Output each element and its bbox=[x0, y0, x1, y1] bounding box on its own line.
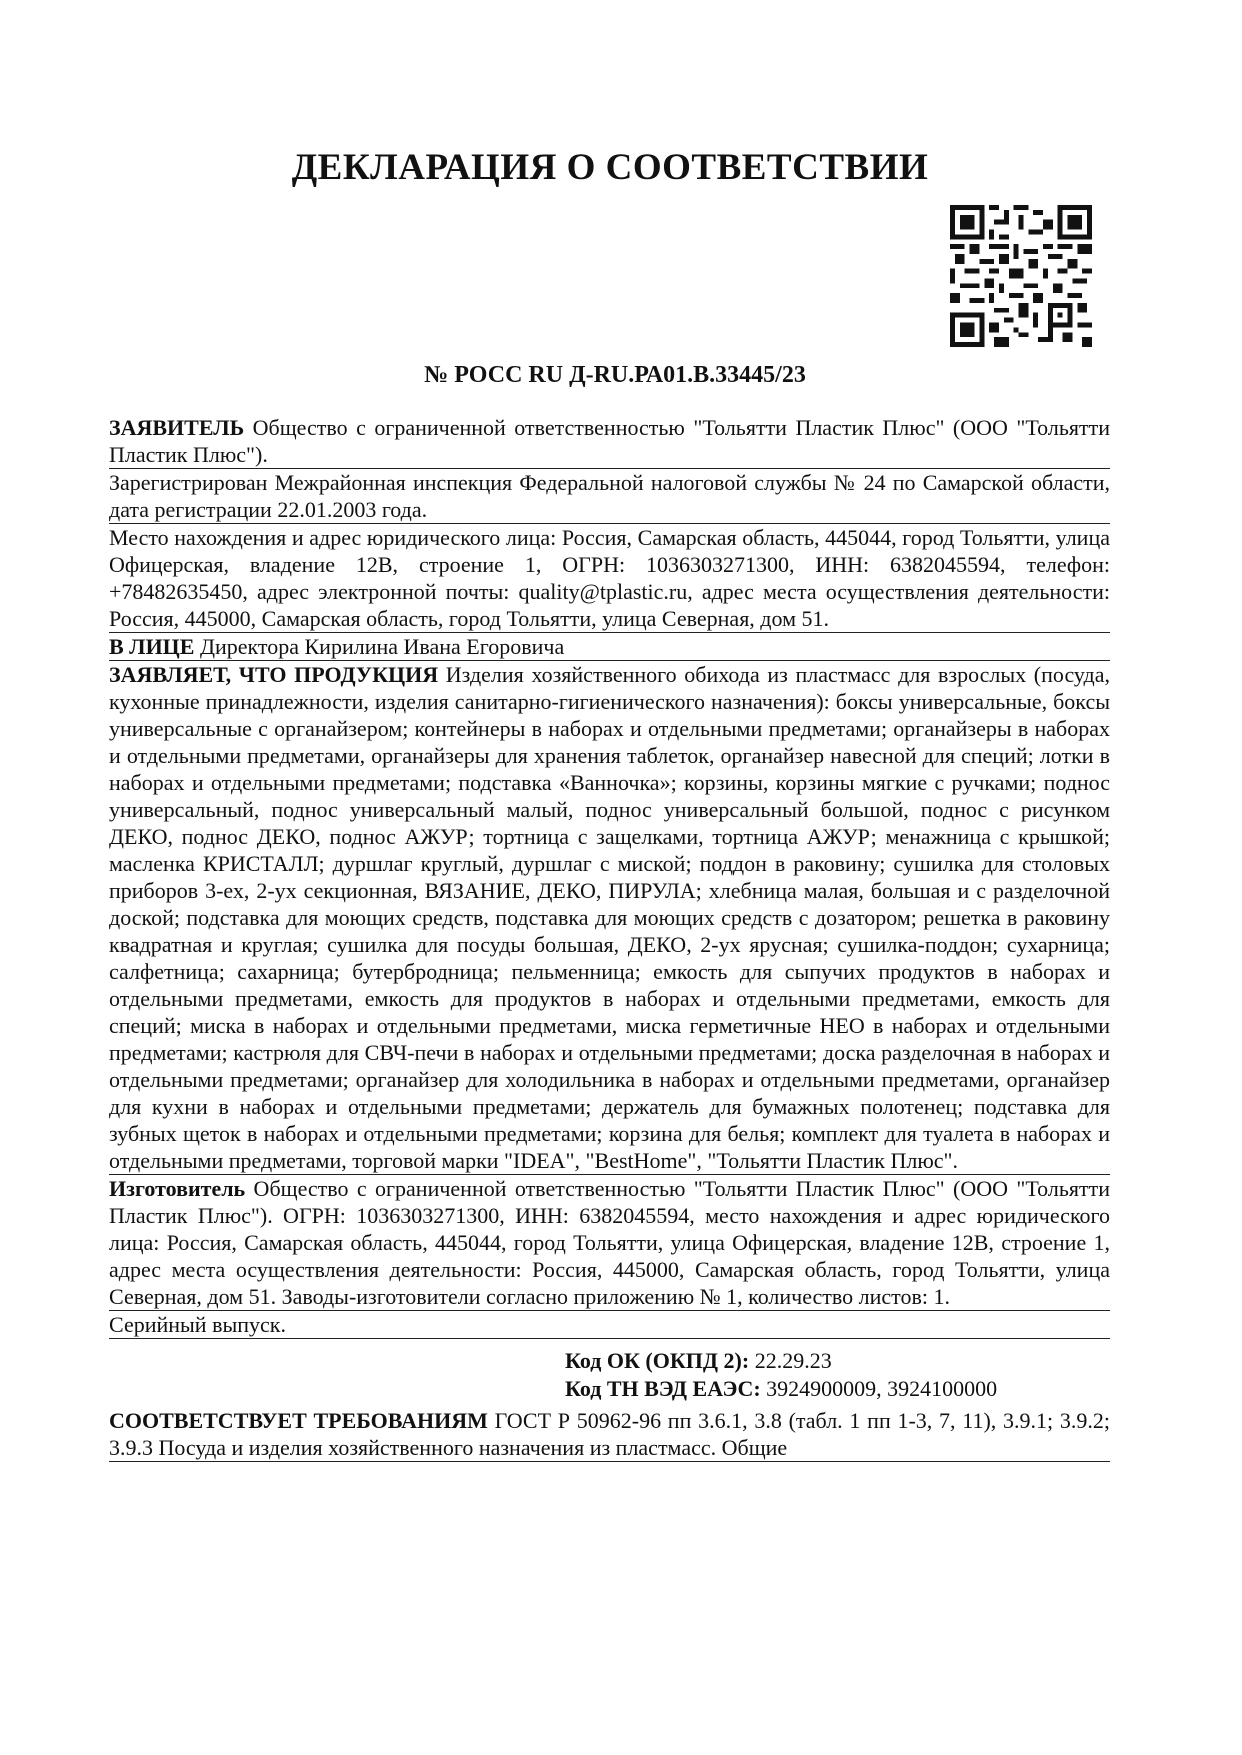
declares-label: ЗАЯВЛЯЕТ, ЧТО ПРОДУКЦИЯ bbox=[109, 662, 439, 687]
person-text: Директора Кирилина Ивана Егоровича bbox=[194, 634, 565, 659]
codes-block bbox=[109, 1339, 1110, 1407]
tnved-label: Код ТН ВЭД ЕАЭС: bbox=[565, 1376, 761, 1401]
document-title: ДЕКЛАРАЦИЯ О СООТВЕТСТВИИ bbox=[291, 147, 929, 188]
person-section bbox=[109, 633, 1110, 661]
manufacturer-text: Общество с ограниченной ответственностью "Тольятти Пластик Плюс" (ООО "Тольятти Пластик Плюс"). ОГРН: 1036303271300, ИНН: 6382045594, место нахождения и адрес юридического лица: Россия, Самарская область, 445044, город Тольятти, улица Офицерская, владение 12В, строение 1, адрес места осуществления деятельности: Россия, 445000, Самарская область, город Тольятти, улица Северная, дом 51. Заводы-изготовители согласно приложению № 1, количество листов: 1. bbox=[109, 1176, 1110, 1309]
registration-section bbox=[109, 469, 1110, 524]
okpd-code bbox=[565, 1347, 1110, 1375]
serial-text: Серийный выпуск. bbox=[109, 1312, 286, 1337]
applicant-section bbox=[109, 414, 1110, 469]
manufacturer-label: Изготовитель bbox=[109, 1176, 246, 1201]
okpd-value: 22.29.23 bbox=[749, 1348, 832, 1373]
declaration-number: № РОСС RU Д-RU.РА01.В.33445/23 bbox=[424, 362, 806, 388]
applicant-text: Общество с ограниченной ответственностью "Тольятти Пластик Плюс" (ООО "Тольятти Пластик Плюс"). bbox=[109, 415, 1110, 467]
product-section bbox=[109, 661, 1110, 1175]
applicant-label: ЗАЯВИТЕЛЬ bbox=[109, 415, 245, 440]
product-text: Изделия хозяйственного обихода из пластмасс для взрослых (посуда, кухонные принадлежности, изделия санитарно-гигиенического назначения): боксы универсальные, боксы универсальные с органайзером; контейнеры в наборах и отдельными предметами; органайзеры в наборах и отдельными предметами, органайзеры для хранения таблеток, органайзер навесной для специй; лотки в наборах и отдельными предметами; подставка «Ванночка»; корзины, корзины мягкие с ручками; поднос универсальный, поднос универсальный малый, поднос универсальный большой, поднос с рисунком ДЕКО, поднос ДЕКО, поднос АЖУР; тортница с защелками, тортница АЖУР; менажница с крышкой; масленка КРИСТАЛЛ; дуршлаг круглый, дуршлаг с миской; поддон в раковину; сушилка для столовых приборов 3-ех, 2-ух секционная, ВЯЗАНИЕ, ДЕКО, ПИРУЛА; хлебница малая, большая и с разделочной доской; подставка для моющих средств, подставка для моющих средств с дозатором; решетка в раковину квадратная и круглая; сушилка для посуды большая, ДЕКО, 2-ух ярусная; сушилка-поддон; сухарница; салфетница; сахарница; бутербродница; пельменница; емкость для сыпучих продуктов в наборах и отдельными предметами, емкость для продуктов в наборах и отдельными предметами, емкость для специй; миска в наборах и отдельными предметами, миска герметичные НЕО в наборах и отдельными предметами; кастрюля для СВЧ-печи в наборах и отдельными предметами; доска разделочная в наборах и отдельными предметами; органайзер для холодильника в наборах и отдельными предметами, органайзер для кухни в наборах и отдельными предметами; держатель для бумажных полотенец; подставка для зубных щеток в наборах и отдельными предметами; корзина для белья; комплект для туалета в наборах и отдельными предметами, торговой марки "IDEA", "BestHome", "Тольятти Пластик Плюс". bbox=[109, 662, 1110, 1173]
complies-label: СООТВЕТСТВУЕТ ТРЕБОВАНИЯМ bbox=[109, 1408, 488, 1433]
manufacturer-section bbox=[109, 1175, 1110, 1311]
registration-text: Зарегистрирован Межрайонная инспекция Федеральной налоговой службы № 24 по Самарской области, дата регистрации 22.01.2003 года. bbox=[109, 470, 1110, 522]
declaration-body bbox=[109, 414, 1110, 1462]
tnved-code bbox=[565, 1375, 1110, 1403]
serial-section bbox=[109, 1311, 1110, 1339]
complies-text: ГОСТ Р 50962-96 пп 3.6.1, 3.8 (табл. 1 пп 1-3, 7, 11), 3.9.1; 3.9.2; 3.9.3 Посуда и изделия хозяйственного назначения из пластмасс. Общие bbox=[109, 1408, 1110, 1460]
person-label: В ЛИЦЕ bbox=[109, 634, 195, 659]
tnved-value: 3924900009, 3924100000 bbox=[760, 1376, 998, 1401]
qr-code-icon bbox=[950, 205, 1092, 347]
complies-section bbox=[109, 1407, 1110, 1462]
okpd-label: Код ОК (ОКПД 2): bbox=[565, 1348, 750, 1373]
address-text: Место нахождения и адрес юридического лица: Россия, Самарская область, 445044, город Тольятти, улица Офицерская, владение 12В, строение 1, ОГРН: 1036303271300, ИНН: 6382045594, телефон: +78482635450, адрес электронной почты: quality@tplastic.ru, адрес места осуществления деятельности: Россия, 445000, Самарская область, город Тольятти, улица Северная, дом 51. bbox=[109, 525, 1110, 631]
address-section bbox=[109, 524, 1110, 633]
